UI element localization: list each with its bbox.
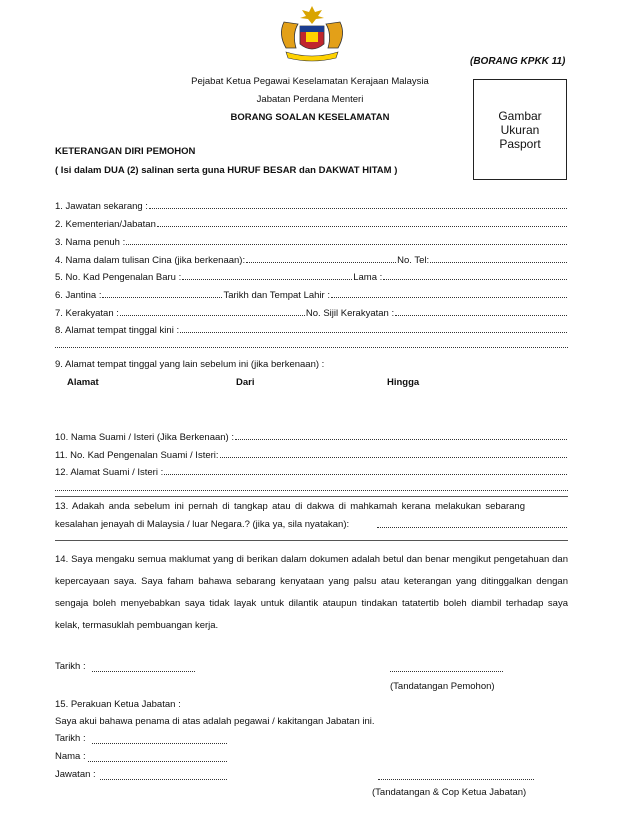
field-current-address[interactable] [55,323,568,336]
column-to: Hingga [387,377,420,388]
photo-box-line: Ukuran [500,122,540,137]
office-name: Pejabat Ketua Pegawai Keselamatan Kerajaan Malaysia [191,76,429,87]
hod-title: 15. Perakuan Ketua Jabatan : [55,699,181,710]
hod-date-field[interactable] [92,733,227,744]
hod-statement: Saya akui bahawa penama di atas adalah pegawai / kakitangan Jabatan ini. [55,716,375,727]
criminal-record-answer[interactable] [377,516,567,528]
criminal-record-question: 13. Adakah anda sebelum ini pernah di tangkap atau di dakwa di mahkamah kerana melakukan sebarang kesalahan jenayah di Malaysia / luar Negara.? (jika ya, sila nyatakan): [55,501,525,530]
field-chinese-name[interactable] [55,253,568,266]
section-title: KETERANGAN DIRI PEMOHON [55,146,196,157]
field-ic-number[interactable] [55,270,568,283]
form-code: (BORANG KPKK 11) [470,56,566,67]
declaration-text: 14. Saya mengaku semua maklumat yang di berikan dalam dokumen adalah betul dan benar mengikut pengetahuan dan kepercayaan saya. Saya faham bahawa sebarang kenyataan yang palsu atau keterangan yang ditinggalkan dengan sengaja boleh menyebabkan saya tidak layak untuk dilantik ataupun tindakan tatatertib boleh diambil terhadap saya kelak, termasuklah pembuangan kerja. [55,554,568,631]
field-label: No. Sijil Kerakyatan : [305,308,395,319]
field-ministry[interactable] [55,217,568,230]
section-instruction: ( Isi dalam DUA (2) salinan serta guna HURUF BESAR dan DAKWAT HITAM ) [55,165,398,176]
applicant-date-field[interactable] [92,661,195,672]
address-continuation-line[interactable] [55,346,568,348]
field-label: 10. Nama Suami / Isteri (Jika Berkenaan) : [55,432,234,443]
photo-box-line: Gambar [498,108,542,123]
department-name: Jabatan Perdana Menteri [256,94,364,105]
field-gender-birth[interactable] [55,288,568,301]
hod-name-field[interactable] [88,751,227,762]
applicant-date-label: Tarikh : [55,661,86,672]
field-label: 6. Jantina : [55,290,102,301]
field-label: 8. Alamat tempat tinggal kini : [55,325,180,336]
hod-signature-caption: (Tandatangan & Cop Ketua Jabatan) [372,787,527,798]
hod-signature-line[interactable] [378,769,534,780]
divider [55,496,568,497]
field-label: 11. No. Kad Pengenalan Suami / Isteri: [55,450,219,461]
column-address: Alamat [67,377,99,388]
field-full-name[interactable] [55,235,568,248]
field-citizenship[interactable] [55,306,568,319]
field-label: Lama : [353,272,383,283]
coat-of-arms-icon [272,4,352,64]
field-spouse-name[interactable] [55,430,568,443]
field-current-position[interactable] [55,199,568,212]
hod-date-label: Tarikh : [55,733,86,744]
field-label: 12. Alamat Suami / Isteri : [55,467,164,478]
field-label: 3. Nama penuh : [55,237,126,248]
field-label: 5. No. Kad Pengenalan Baru : [55,272,182,283]
field-previous-address-label: 9. Alamat tempat tinggal yang lain sebelum ini (jika berkenaan) : [55,359,325,370]
divider [55,540,568,541]
passport-photo-box [473,79,567,180]
field-label: Tarikh dan Tempat Lahir : [223,290,330,301]
field-label: 4. Nama dalam tulisan Cina (jika berkenaan): [55,255,246,266]
field-label: 2. Kementerian/Jabatan [55,219,156,230]
hod-position-field[interactable] [100,769,227,780]
form-title: BORANG SOALAN KESELAMATAN [230,112,390,123]
field-label: 7. Kerakyatan : [55,308,119,319]
column-from: Dari [236,377,255,388]
field-spouse-address[interactable] [55,465,568,478]
field-label: No. Tel: [397,255,430,266]
photo-box-line: Pasport [499,136,541,151]
spouse-address-continuation-line[interactable] [55,489,568,491]
field-label: 1. Jawatan sekarang : [55,201,148,212]
applicant-signature-line[interactable] [390,661,503,672]
hod-name-label: Nama : [55,751,86,762]
hod-position-label: Jawatan : [55,769,96,780]
applicant-signature-caption: (Tandatangan Pemohon) [390,681,495,692]
field-spouse-ic[interactable] [55,448,568,461]
